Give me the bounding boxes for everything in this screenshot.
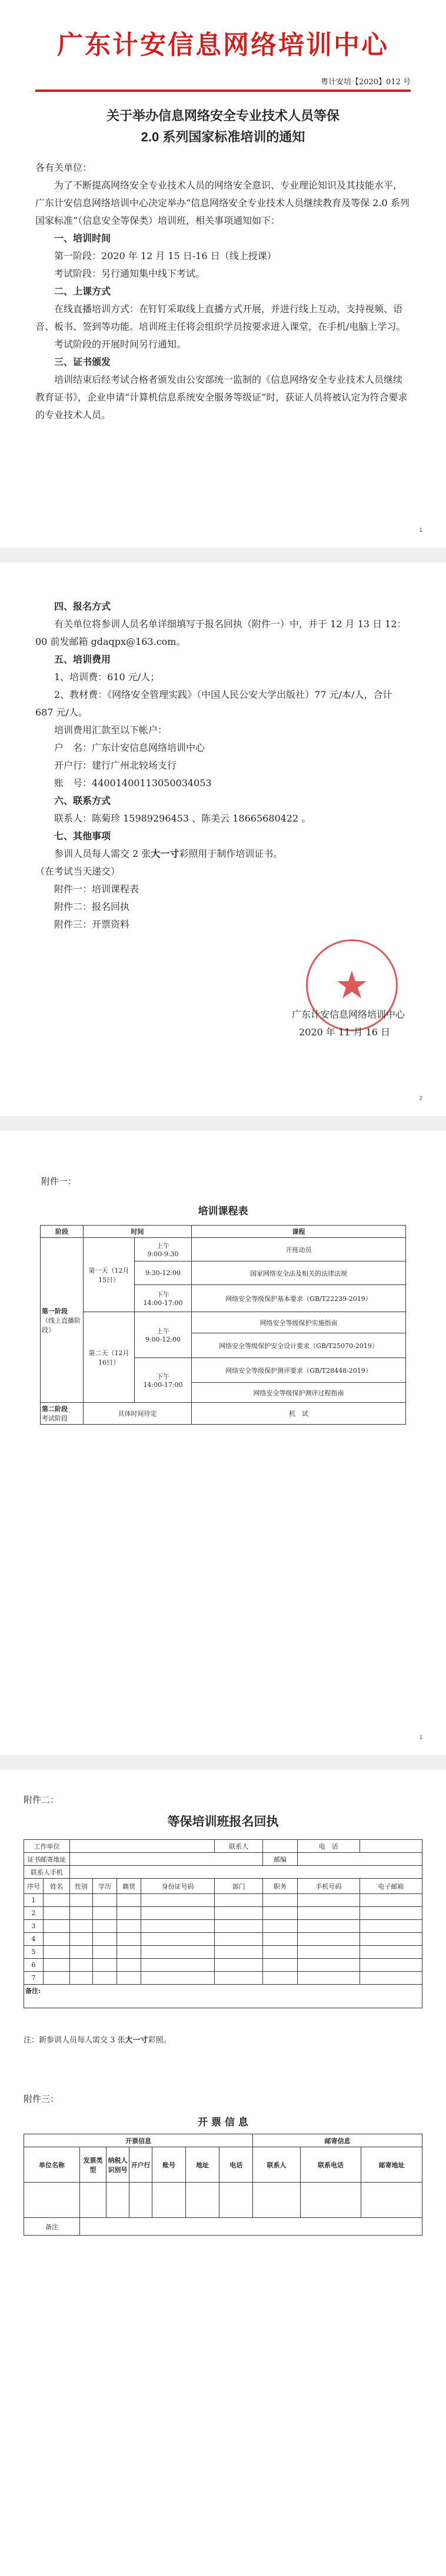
- header-divider: [35, 90, 411, 92]
- section-3-title: 三、证书颁发: [54, 356, 111, 367]
- table-row: 2: [24, 1907, 422, 1920]
- doc-title-line1: 关于举办信息网络安全专业技术人员等保: [106, 108, 340, 123]
- page-2: [0, 562, 446, 1116]
- page-4: [0, 1770, 446, 2576]
- slot-d1-am2: 9:30-12:00: [135, 1261, 192, 1285]
- page-number: 1: [419, 527, 422, 534]
- page1-body: [35, 159, 411, 424]
- course-7: 网络安全等级保护测评过程指南: [192, 1383, 406, 1403]
- page-3: [0, 1131, 446, 1755]
- attachment-label: 附件二：: [24, 1794, 59, 1805]
- signature-date: 2020 年 11 月 16 日: [299, 1027, 390, 1038]
- course-4: 网络安全等级保护实施指南: [192, 1312, 406, 1333]
- page-number: 1: [419, 1734, 422, 1741]
- photo-note: （在考试当天递交）: [35, 866, 121, 877]
- input-contact[interactable]: [263, 1840, 297, 1853]
- attachment-2: 附件二：报名回执: [54, 901, 130, 912]
- table-row: 6: [24, 1959, 422, 1972]
- input-phone[interactable]: [360, 1840, 422, 1853]
- account-name: 户 名：广东计安信息网络培训中心: [54, 742, 205, 753]
- registration-form: [24, 1839, 422, 2008]
- section-1-exam: 考试阶段：另行通知集中线下考试。: [54, 268, 205, 279]
- salutation: 各有关单位：: [35, 162, 92, 173]
- table-row: 1: [24, 1894, 422, 1907]
- training-fee: 1、培训费：610 元/人；: [54, 671, 160, 683]
- course-schedule-table: [40, 1225, 406, 1425]
- col-gender: 性别: [70, 1879, 93, 1894]
- col-mobile: 手机号码: [297, 1879, 360, 1894]
- page-1: [0, 0, 446, 548]
- section-1-title: 一、培训时间: [54, 233, 111, 244]
- invoice-table: [24, 2134, 422, 2236]
- invoice-remark-input[interactable]: [80, 2218, 422, 2236]
- stage2-cell: 第二阶段 考试阶段: [41, 1403, 84, 1425]
- course-5: 网络安全等级保护安全设计要求（GB/T25070-2019）: [192, 1333, 406, 1358]
- remark-cell[interactable]: 备注:: [24, 1985, 422, 2008]
- stage2-course: 机 试: [192, 1403, 406, 1425]
- input-postcode[interactable]: [297, 1853, 422, 1866]
- col-invoice-type: 发票类型: [80, 2147, 106, 2183]
- label-work-unit: 工作单位: [24, 1840, 70, 1853]
- section-5-title: 五、培训费用: [54, 654, 111, 665]
- slot-d1-pm: 下午 14:00-17:00: [135, 1285, 192, 1312]
- col-header-course: 课程: [192, 1226, 406, 1238]
- intro-paragraph: 为了不断提高网络安全专业技术人员的网络安全意识、专业理论知识及其技能水平，广东计安信息网络培训中心决定举办“信息网络安全专业技术人员继续教育及等保 2.0 系列国家标准”（信息安全等保类）培训班，相关事项通知如下：: [35, 180, 410, 226]
- photo-requirement: 参训人员每人需交 2 张大一寸彩照用于制作培训证书。: [54, 848, 283, 859]
- page-number: 2: [419, 1095, 422, 1102]
- account-number: 账 号：44001400113050034053: [54, 777, 212, 789]
- label-contact: 联系人: [215, 1840, 263, 1853]
- label-postcode: 邮编: [263, 1853, 297, 1866]
- day2-cell: 第二天（12月16日）: [84, 1312, 135, 1403]
- course-1: 开班动员: [192, 1238, 406, 1261]
- day1-cell: 第一天（12月15日）: [84, 1238, 135, 1312]
- col-name: 姓名: [44, 1879, 70, 1894]
- col-contact-phone: 联系电话: [300, 2147, 361, 2183]
- col-department: 部门: [215, 1879, 263, 1894]
- col-tax-id: 纳税人识别号: [106, 2147, 129, 2183]
- slot-d2-pm: 下午 14:00-17:00: [135, 1358, 192, 1403]
- invoice-remark-label: 备注: [24, 2218, 80, 2236]
- attachment-3: 附件三：开票资料: [54, 919, 130, 930]
- col-address: 地址: [186, 2147, 219, 2183]
- col-contact: 联系人: [253, 2147, 300, 2183]
- invoice-title: 开 票 信 息: [198, 2117, 248, 2128]
- header-org: 广东计安信息网络培训中心: [57, 30, 389, 60]
- doc-title-line2: 2.0 系列国家标准培训的通知: [141, 130, 305, 144]
- remit-intro: 培训费用汇款至以下帐户：: [54, 724, 168, 736]
- stage1-cell: 第一阶段 （线上直播阶段）: [41, 1238, 84, 1403]
- col-bank: 开户行: [129, 2147, 152, 2183]
- course-2: 国家网络安全法及相关的法律法规: [192, 1261, 406, 1285]
- label-address: 证书邮寄地址: [24, 1853, 70, 1866]
- attachment-label: 附件一：: [41, 1176, 77, 1187]
- slot-d1-am1: 上午 9:00-9:30: [135, 1238, 192, 1261]
- section-7-title: 七、其他事项: [54, 830, 111, 842]
- col-mail-address: 邮寄地址: [361, 2147, 422, 2183]
- page2-body: [35, 598, 411, 933]
- col-email: 电子邮箱: [360, 1879, 422, 1894]
- table-row: 5: [24, 1946, 422, 1959]
- col-origin: 籍贯: [117, 1879, 141, 1894]
- section-1-stage1: 第一阶段：2020 年 12 月 15 日-16 日（线上授课）: [54, 250, 277, 261]
- table-row: 7: [24, 1972, 422, 1985]
- photo-note: 注：新参训人员每人需交 3 张大一寸彩照。: [24, 2036, 171, 2045]
- section-3-paragraph: 培训结束后经考试合格者颁发由公安部统一监制的《信息网络安全专业技术人员继续教育证书》，企业申请“计算机信息系统安全服务等级证”时，获证人员将被认定为符合要求的专业技术人员。: [35, 374, 408, 420]
- input-work-unit[interactable]: [70, 1840, 215, 1853]
- label-phone: 电 话: [297, 1840, 360, 1853]
- course-6: 网络安全等级保护测评要求（GB/T28448-2019）: [192, 1358, 406, 1383]
- section-2-exam: 考试阶段的开展时间另行通知。: [54, 339, 187, 350]
- signature-org: 广东计安信息网络培训中心: [291, 1009, 405, 1020]
- section-4-paragraph: 有关单位将参训人员名单详细填写于报名回执（附件一）中，并于 12 月 13 日 12：00 前发邮箱 gdaqpx@163.com。: [35, 618, 407, 647]
- slot-d2-am: 上午 9:00-12:00: [135, 1312, 192, 1358]
- attachment-1: 附件一：培训课程表: [54, 883, 139, 895]
- schedule-title: 培训课程表: [198, 1206, 248, 1217]
- section-2-title: 二、上课方式: [54, 286, 111, 297]
- section-4-title: 四、报名方式: [54, 601, 111, 612]
- input-contact-mobile[interactable]: [70, 1866, 422, 1879]
- table-row: 4: [24, 1933, 422, 1946]
- attachment-3-label: 附件三：: [24, 2094, 59, 2104]
- table-row: [24, 2183, 422, 2218]
- col-tel: 电话: [219, 2147, 253, 2183]
- textbook-fee: 2、教材费：《网络安全管理实践》（中国人民公安大学出版社）77 元/本/人，合计 687 元/人。: [35, 689, 392, 718]
- col-education: 学历: [93, 1879, 117, 1894]
- account-bank: 开户行：建行广州北较场支行: [54, 760, 177, 771]
- form-title: 等保培训班报名回执: [167, 1814, 279, 1829]
- section-2-paragraph: 在线直播培训方式：在钉钉采取线上直播方式开展，并进行线上互动，支持视频、语音、板书、签到等功能。培训班主任将会组织学员按要求进入课堂，在手机/电脑上学习。: [35, 303, 406, 332]
- table-row: 3: [24, 1920, 422, 1933]
- doc-number: 粤计安培【2020】012 号: [320, 78, 411, 87]
- col-company: 单位名称: [24, 2147, 80, 2183]
- group-mailing: 邮寄信息: [253, 2134, 422, 2147]
- col-seq: 序号: [24, 1879, 44, 1894]
- col-header-stage: 阶段: [41, 1226, 84, 1238]
- input-address[interactable]: [70, 1853, 263, 1866]
- col-account: 账号: [152, 2147, 186, 2183]
- contact-info: 联系人：陈菊珍 15989296453 、陈美云 18665680422 。: [54, 813, 311, 824]
- section-6-title: 六、联系方式: [54, 795, 111, 806]
- group-invoice: 开票信息: [24, 2134, 253, 2147]
- label-contact-mobile: 联系人手机: [24, 1866, 70, 1879]
- stage2-time: 具体时间待定: [84, 1403, 192, 1425]
- course-3: 网络安全等级保护基本要求（GB/T22239-2019）: [192, 1285, 406, 1312]
- col-id-number: 身份证号码: [141, 1879, 215, 1894]
- col-position: 职务: [263, 1879, 297, 1894]
- col-header-time: 时间: [84, 1226, 192, 1238]
